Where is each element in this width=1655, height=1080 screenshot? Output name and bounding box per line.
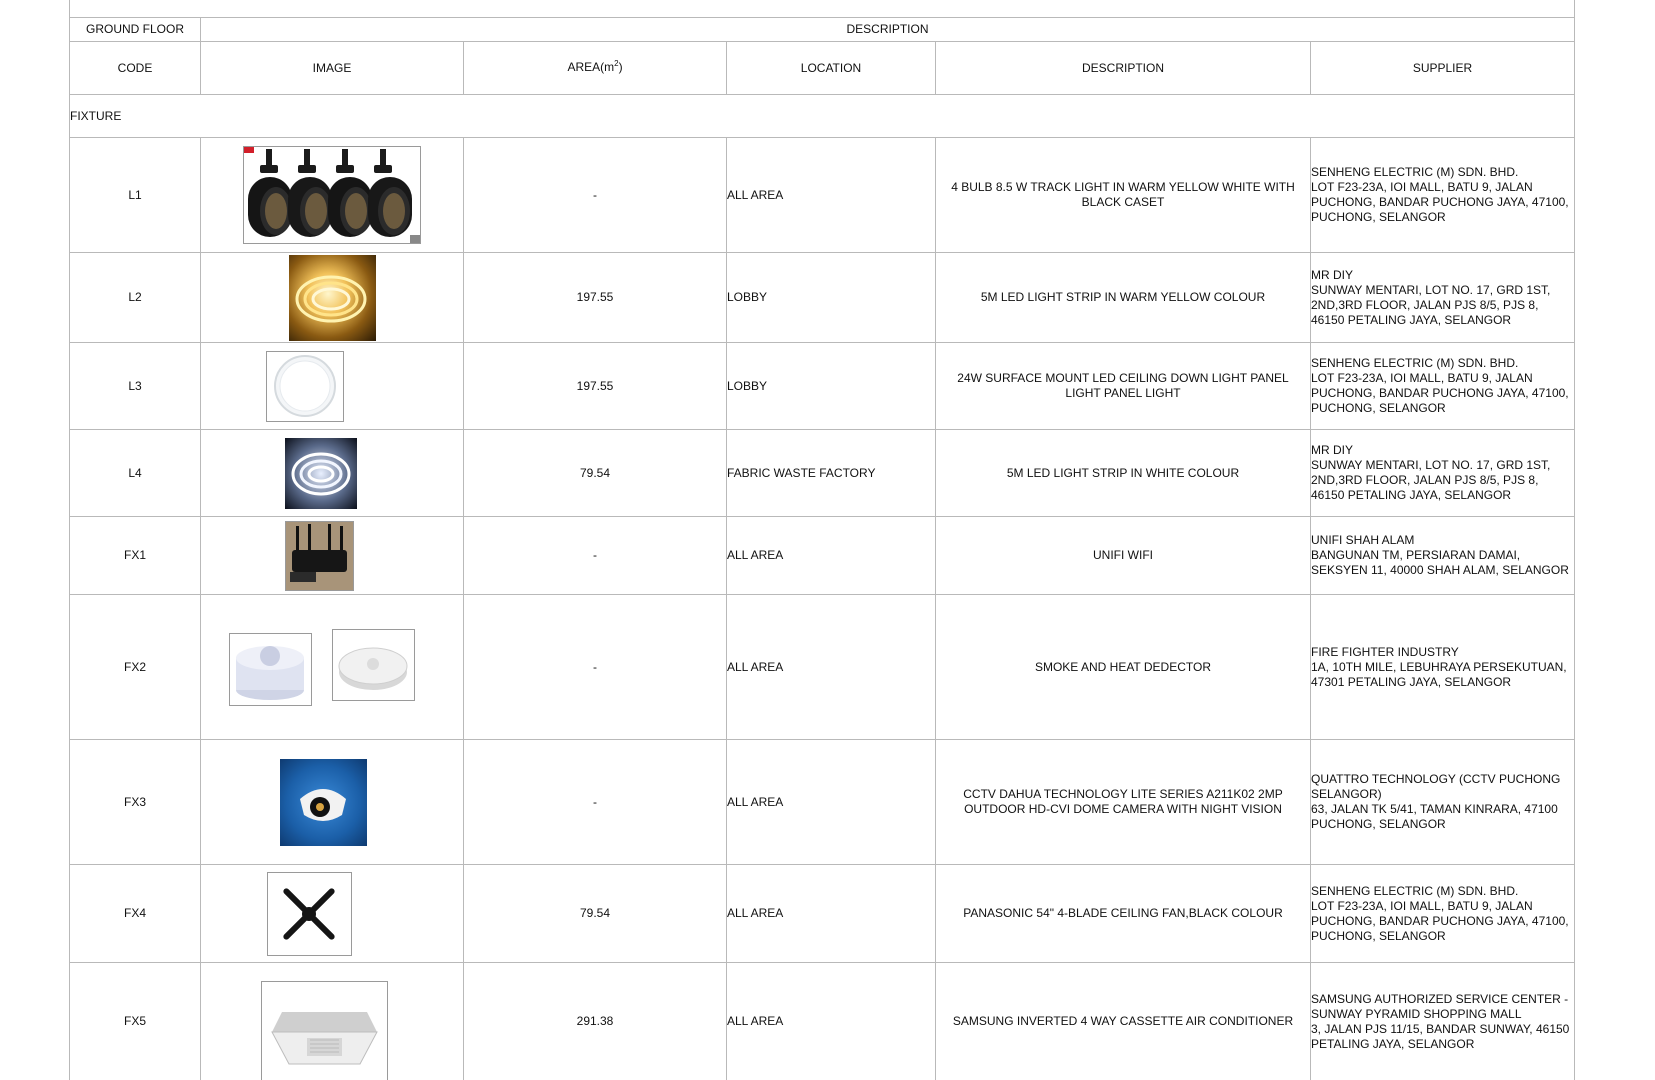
supplier-text: SENHENG ELECTRIC (M) SDN. BHD. LOT F23-23A, IOI MALL, BATU 9, JALAN PUCHONG, BANDAR PUCHONG JAYA, 47100, PUCHONG, SELANGOR (1311, 165, 1569, 224)
image-cell (201, 253, 464, 342)
fixture-schedule-table (69, 0, 1575, 1080)
smoke-detector-image (332, 629, 415, 701)
supplier-cell (1311, 253, 1574, 342)
area-cell: 291.38 (464, 963, 727, 1080)
code-cell: L4 (70, 430, 201, 516)
area-cell: 197.55 (464, 253, 727, 342)
description-cell: 5M LED LIGHT STRIP IN WARM YELLOW COLOUR (936, 253, 1311, 342)
image-cell (201, 595, 464, 739)
description-span-header: DESCRIPTION (846, 22, 929, 36)
code-cell: FX4 (70, 865, 201, 962)
code-cell: FX2 (70, 595, 201, 739)
image-cell (201, 517, 464, 594)
table-row (70, 740, 1574, 865)
table-row (70, 253, 1574, 343)
image-cell (201, 740, 464, 864)
area-cell: - (464, 595, 727, 739)
table-row (70, 595, 1574, 740)
heat-detector-image (229, 633, 312, 706)
location-cell: ALL AREA (727, 865, 936, 962)
location-cell: LOBBY (727, 343, 936, 429)
track-light-icon (243, 146, 421, 244)
column-header-image: IMAGE (201, 42, 464, 94)
table-row (70, 963, 1574, 1080)
code-cell: FX1 (70, 517, 201, 594)
description-cell: UNIFI WIFI (936, 517, 1311, 594)
column-header-location: LOCATION (727, 42, 936, 94)
description-cell: CCTV DAHUA TECHNOLOGY LITE SERIES A211K02 2MP OUTDOOR HD-CVI DOME CAMERA WITH NIGHT VISION (936, 740, 1311, 864)
code-cell: FX3 (70, 740, 201, 864)
supplier-text: SENHENG ELECTRIC (M) SDN. BHD. LOT F23-23A, IOI MALL, BATU 9, JALAN PUCHONG, BANDAR PUCHONG JAYA, 47100, PUCHONG, SELANGOR (1311, 883, 1569, 943)
location-cell: LOBBY (727, 253, 936, 342)
supplier-text: FIRE FIGHTER INDUSTRY 1A, 10TH MILE, LEBUHRAYA PERSEKUTUAN, 47301 PETALING JAYA, SELANGOR (1311, 644, 1567, 689)
column-header-code: CODE (70, 42, 201, 94)
table-row (70, 430, 1574, 517)
location-cell: ALL AREA (727, 517, 936, 594)
header-row-columns (70, 42, 1574, 95)
section-label: FIXTURE (70, 108, 122, 123)
supplier-cell (1311, 595, 1574, 739)
column-header-description: DESCRIPTION (936, 42, 1311, 94)
supplier-text: MR DIY SUNWAY MENTARI, LOT NO. 17, GRD 1ST, 2ND,3RD FLOOR, JALAN PJS 8/5, PJS 8, 46150 PETALING JAYA, SELANGOR (1311, 267, 1551, 327)
area-label-close: ) (618, 60, 623, 74)
supplier-text: SENHENG ELECTRIC (M) SDN. BHD. LOT F23-23A, IOI MALL, BATU 9, JALAN PUCHONG, BANDAR PUCHONG JAYA, 47100, PUCHONG, SELANGOR (1311, 356, 1569, 415)
supplier-cell (1311, 430, 1574, 516)
ceiling-panel-light-icon (266, 351, 344, 422)
location-cell: ALL AREA (727, 963, 936, 1080)
description-cell: SMOKE AND HEAT DEDECTOR (936, 595, 1311, 739)
area-cell: 197.55 (464, 343, 727, 429)
table-row (70, 138, 1574, 253)
code-cell: L2 (70, 253, 201, 342)
description-cell: 5M LED LIGHT STRIP IN WHITE COLOUR (936, 430, 1311, 516)
location-cell: ALL AREA (727, 595, 936, 739)
location-cell: ALL AREA (727, 740, 936, 864)
cctv-camera-icon (280, 759, 367, 846)
supplier-text: QUATTRO TECHNOLOGY (CCTV PUCHONG SELANGOR) 63, JALAN TK 5/41, TAMAN KINRARA, 47100 PUCHONG, SELANGOR (1311, 772, 1561, 831)
area-cell: 79.54 (464, 430, 727, 516)
description-cell: 4 BULB 8.5 W TRACK LIGHT IN WARM YELLOW WHITE WITH BLACK CASET (936, 138, 1311, 252)
area-cell: - (464, 138, 727, 252)
location-cell: FABRIC WASTE FACTORY (727, 430, 936, 516)
supplier-cell (1311, 963, 1574, 1080)
table-row (70, 517, 1574, 595)
description-cell: PANASONIC 54" 4-BLADE CEILING FAN,BLACK COLOUR (936, 865, 1311, 962)
column-header-supplier: SUPPLIER (1412, 60, 1473, 75)
wifi-router-icon (285, 521, 354, 591)
image-cell (201, 343, 464, 429)
image-cell (201, 963, 464, 1080)
area-superscript: 2 (614, 59, 619, 68)
area-cell: - (464, 740, 727, 864)
image-cell (201, 430, 464, 516)
table-title-row (70, 0, 1574, 18)
supplier-text: MR DIY SUNWAY MENTARI, LOT NO. 17, GRD 1ST, 2ND,3RD FLOOR, JALAN PJS 8/5, PJS 8, 46150 PETALING JAYA, SELANGOR (1311, 443, 1551, 502)
floor-label: GROUND FLOOR (70, 18, 201, 41)
description-cell: 24W SURFACE MOUNT LED CEILING DOWN LIGHT PANEL LIGHT PANEL LIGHT (936, 343, 1311, 429)
ceiling-fan-icon (267, 872, 352, 956)
supplier-cell (1311, 517, 1574, 594)
area-label: AREA(m (567, 60, 615, 74)
cassette-air-conditioner-icon (261, 981, 388, 1080)
supplier-cell (1311, 740, 1574, 864)
area-cell: - (464, 517, 727, 594)
description-cell: SAMSUNG INVERTED 4 WAY CASSETTE AIR CONDITIONER (936, 963, 1311, 1080)
location-cell: ALL AREA (727, 138, 936, 252)
area-cell: 79.54 (464, 865, 727, 962)
supplier-cell (1311, 138, 1574, 252)
table-row (70, 343, 1574, 430)
header-row-floor (70, 18, 1574, 42)
image-cell (201, 865, 464, 962)
code-cell: FX5 (70, 963, 201, 1080)
warm-led-strip-icon (289, 255, 376, 341)
smoke-heat-detector-icon (229, 629, 415, 706)
supplier-cell (1311, 343, 1574, 429)
image-cell (201, 138, 464, 252)
supplier-text: UNIFI SHAH ALAM BANGUNAN TM, PERSIARAN DAMAI, SEKSYEN 11, 40000 SHAH ALAM, SELANGOR (1311, 533, 1569, 577)
supplier-cell (1311, 865, 1574, 962)
column-header-area (464, 42, 727, 94)
code-cell: L1 (70, 138, 201, 252)
table-title-cell (70, 0, 1574, 17)
code-cell: L3 (70, 343, 201, 429)
supplier-text: SAMSUNG AUTHORIZED SERVICE CENTER - SUNWAY PYRAMID SHOPPING MALL 3, JALAN PJS 11/15, BANDAR SUNWAY, 46150 PETALING JAYA, SELANGOR (1311, 991, 1570, 1051)
section-row-fixture (70, 95, 1574, 138)
table-row (70, 865, 1574, 963)
white-led-strip-icon (285, 438, 357, 509)
